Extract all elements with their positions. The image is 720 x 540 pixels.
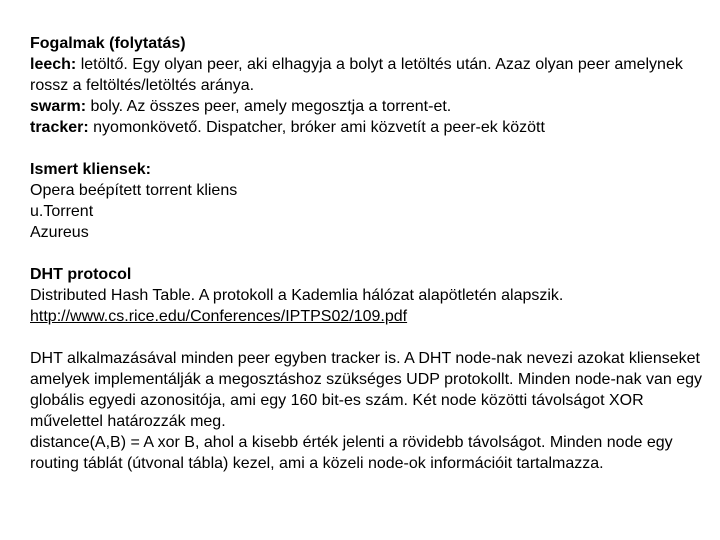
clients-title: Ismert kliensek: xyxy=(30,161,151,178)
leech-definition xyxy=(30,54,712,96)
tracker-text: nyomonkövető. Dispatcher, bróker ami közvetít a peer-ek között xyxy=(88,119,545,136)
leech-term: leech: xyxy=(30,56,77,73)
slide-content xyxy=(30,33,712,474)
dht-description: Distributed Hash Table. A protokoll a Kademlia hálózat alapötletén alapszik. xyxy=(30,287,564,304)
leech-text: letöltő. Egy olyan peer, aki elhagyja a bolyt a letöltés után. Azaz olyan peer amelynek rossz a feltöltés/letöltés aránya. xyxy=(30,56,683,94)
spacer xyxy=(30,243,712,264)
dht-distance-paragraph: distance(A,B) = A xor B, ahol a kisebb érték jelenti a rövidebb távolságot. Minden node egy routing táblát (útvonal tábla) kezel, ami a közeli node-ok információit tartalmazza. xyxy=(30,434,673,472)
swarm-term: swarm: xyxy=(30,98,87,115)
spacer xyxy=(30,138,712,159)
spacer xyxy=(30,327,712,348)
dht-link-line xyxy=(30,306,712,327)
concepts-title: Fogalmak (folytatás) xyxy=(30,35,186,52)
client-item: Azureus xyxy=(30,224,89,241)
swarm-text: boly. Az összes peer, amely megosztja a torrent-et. xyxy=(86,98,452,115)
dht-title: DHT protocol xyxy=(30,266,132,283)
tracker-term: tracker: xyxy=(30,119,89,136)
client-item: u.Torrent xyxy=(30,203,94,220)
tracker-definition xyxy=(30,117,712,138)
dht-paper-link[interactable]: http://www.cs.rice.edu/Conferences/IPTPS02/109.pdf xyxy=(30,308,408,325)
dht-paragraph: DHT alkalmazásával minden peer egyben tracker is. A DHT node-nak nevezi azokat klienseket amelyek implementálják a megosztáshoz szükséges UDP protokollt. Minden node-nak van egy globális egyedi azonositója, ami egy 160 bit-es szám. Két node közötti távolságot XOR művelettel határozzák meg. xyxy=(30,350,703,430)
swarm-definition xyxy=(30,96,712,117)
client-item: Opera beépített torrent kliens xyxy=(30,182,238,199)
